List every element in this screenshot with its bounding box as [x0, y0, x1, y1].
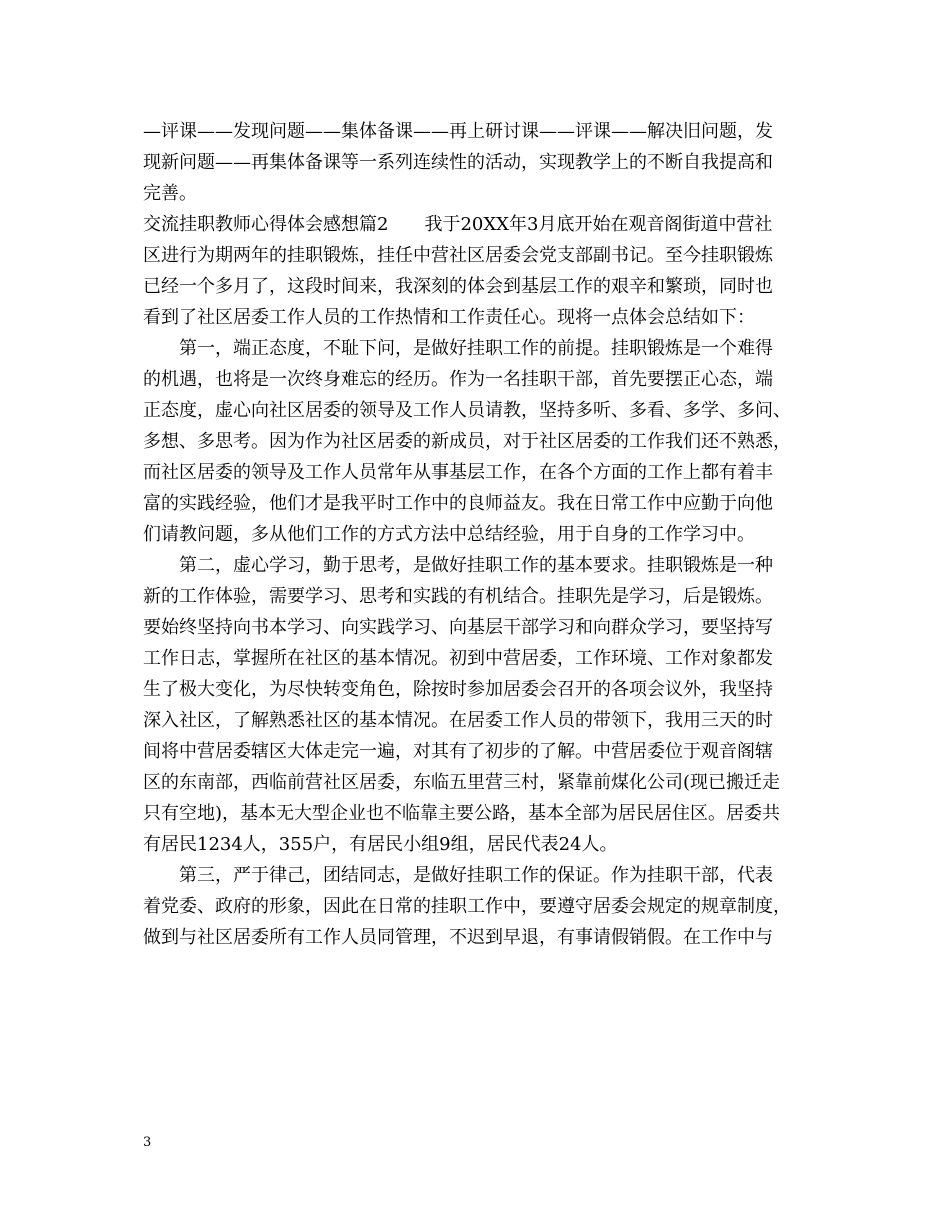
text-line: 有居民1234人，355户，有居民小组9组，居民代表24人。: [143, 834, 618, 855]
text-line: 的机遇，也将是一次终身难忘的经历。作为一名挂职干部，首先要摆正心态，端: [143, 369, 773, 390]
text-line: 做到与社区居委所有工作人员同管理，不迟到早退，有事请假销假。在工作中与: [143, 927, 773, 948]
text-line: 我于20XX年3月底开始在观音阁街道中营社: [424, 214, 773, 235]
text-line: 现新问题——再集体备课等一系列连续性的活动，实现教学上的不断自我提高和: [143, 152, 773, 173]
text-line: 区进行为期两年的挂职锻炼，挂任中营社区居委会党支部副书记。至今挂职锻炼: [143, 245, 773, 266]
text-line: 富的实践经验，他们才是我平时工作中的良师益友。我在日常工作中应勤于向他: [143, 493, 773, 514]
text-line: 看到了社区居委工作人员的工作热情和工作责任心。现将一点体会总结如下：: [143, 307, 755, 328]
text-line: 要始终坚持向书本学习、向实践学习、向基层干部学习和向群众学习，要坚持写: [143, 617, 773, 638]
text-line: 已经一个多月了，这段时间来，我深刻的体会到基层工作的艰辛和繁琐，同时也: [143, 276, 773, 297]
page-number: 3: [143, 1135, 152, 1150]
text-line: 新的工作体验，需要学习、思考和实践的有机结合。挂职先是学习，后是锻炼。: [143, 586, 773, 607]
paragraph-first-line: 第三，严于律己，团结同志，是做好挂职工作的保证。作为挂职干部，代表: [179, 865, 773, 886]
section-title: 交流挂职教师心得体会感想篇2: [143, 214, 389, 235]
text-line: 多想、多思考。因为作为社区居委的新成员，对于社区居委的工作我们还不熟悉，: [143, 431, 791, 452]
text-line: 而社区居委的领导及工作人员常年从事基层工作，在各个方面的工作上都有着丰: [143, 462, 773, 483]
text-line: 深入社区，了解熟悉社区的基本情况。在居委工作人员的带领下，我用三天的时: [143, 710, 773, 731]
text-line: 间将中营居委辖区大体走完一遍，对其有了初步的了解。中营居委位于观音阁辖: [143, 741, 773, 762]
text-line: 区的东南部，西临前营社区居委，东临五里营三村，紧靠前煤化公司(现已搬迁走: [143, 772, 781, 793]
paragraph-first-line: 第二，虚心学习，勤于思考，是做好挂职工作的基本要求。挂职锻炼是一种: [179, 555, 773, 576]
text-line: 完善。: [143, 183, 197, 204]
text-line: 只有空地)，基本无大型企业也不临靠主要公路，基本全部为居民居住区。居委共: [143, 803, 781, 824]
text-line: 正态度，虚心向社区居委的领导及工作人员请教，坚持多听、多看、多学、多问、: [143, 400, 791, 421]
text-line: —评课——发现问题——集体备课——再上研讨课——评课——解决旧问题，发: [143, 121, 773, 142]
paragraph-first-line: 第一，端正态度，不耻下问，是做好挂职工作的前提。挂职锻炼是一个难得: [179, 338, 773, 359]
text-line: 着党委、政府的形象，因此在日常的挂职工作中，要遵守居委会规定的规章制度，: [143, 896, 791, 917]
text-line: 生了极大变化，为尽快转变角色，除按时参加居委会召开的各项会议外，我坚持: [143, 679, 773, 700]
section-heading-line: [143, 209, 823, 240]
text-line: 们请教问题，多从他们工作的方式方法中总结经验，用于自身的工作学习中。: [143, 524, 755, 545]
body-text: [143, 116, 823, 953]
text-line: 工作日志，掌握所在社区的基本情况。初到中营居委，工作环境、工作对象都发: [143, 648, 773, 669]
